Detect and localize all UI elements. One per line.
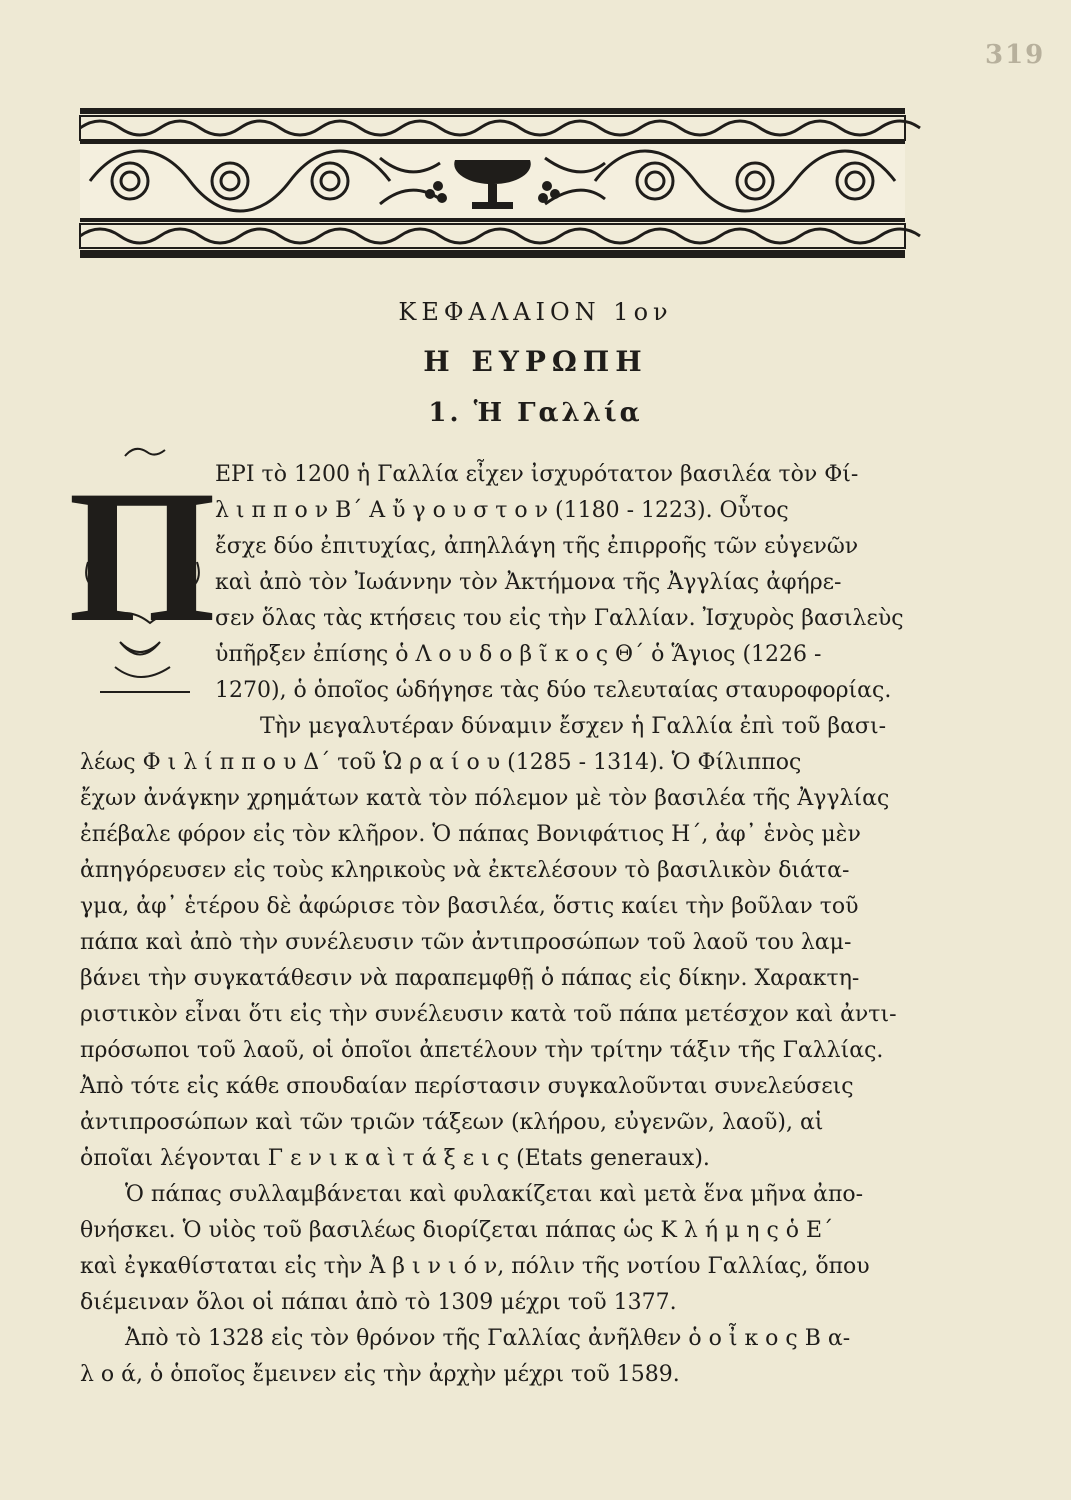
- drop-cap-letter: Π: [68, 452, 216, 662]
- text-line: διέμειναν ὅλοι οἱ πάπαι ἀπὸ τὸ 1309 μέχρι τοῦ 1377.: [80, 1290, 677, 1315]
- text-line: λ ι π π ο ν Β΄ Α ὔ γ ο υ σ τ ο ν (1180 - 1223). Οὗτος: [215, 498, 789, 523]
- text-line: γμα, ἀφ᾽ ἑτέρου δὲ ἀφώρισε τὸν βασιλέα, ὅστις καίει τὴν βοῦλαν τοῦ: [80, 894, 859, 919]
- text-line: ἀπηγόρευσεν εἰς τοὺς κληρικοὺς νὰ ἐκτελέσουν τὸ βασιλικὸν διάτα-: [80, 858, 850, 883]
- text-line: 1270), ὁ ὁποῖος ὡδήγησε τὰς δύο τελευταίας σταυροφορίας.: [215, 678, 892, 703]
- text-line: ΕΡΙ τὸ 1200 ἡ Γαλλία εἶχεν ἰσχυρότατον βασιλέα τὸν Φί-: [215, 462, 859, 487]
- text-line: Τὴν μεγαλυτέραν δύναμιν ἔσχεν ἡ Γαλλία ἐπὶ τοῦ βασι-: [260, 714, 887, 739]
- ornamental-headpiece: [80, 108, 905, 258]
- text-line: ἐπέβαλε φόρον εἰς τὸν κλῆρον. Ὁ πάπας Βονιφάτιος Η΄, ἀφ᾽ ἑνὸς μὲν: [80, 822, 861, 847]
- chapter-heading: ΚΕΦΑΛΑΙΟΝ 1ον: [398, 298, 673, 326]
- text-line: πάπα καὶ ἀπὸ τὴν συνέλευσιν τῶν ἀντιπροσώπων τοῦ λαοῦ του λαμ-: [80, 930, 852, 955]
- text-line: θνήσκει. Ὁ υἱὸς τοῦ βασιλέως διορίζεται πάπας ὡς Κ λ ή μ η ς ὁ Ε΄: [80, 1218, 834, 1243]
- drop-cap-ornament: [68, 442, 216, 702]
- text-line: ἔσχε δύο ἐπιτυχίας, ἀπηλλάγη τῆς ἐπιρροῆς τῶν εὐγενῶν: [215, 534, 859, 559]
- part-title: Η ΕΥΡΩΠΗ: [423, 345, 648, 378]
- text-line: καὶ ἐγκαθίσταται εἰς τὴν Ἀ β ι ν ι ό ν, πόλιν τῆς νοτίου Γαλλίας, ὅπου: [80, 1254, 870, 1279]
- text-line: λ ο ά, ὁ ὁποῖος ἔμεινεν εἰς τὴν ἀρχὴν μέχρι τοῦ 1589.: [80, 1362, 680, 1387]
- text-line: Ὁ πάπας συλλαμβάνεται καὶ φυλακίζεται καὶ μετὰ ἕνα μῆνα ἀπο-: [125, 1182, 864, 1207]
- text-line: πρόσωποι τοῦ λαοῦ, οἱ ὁποῖοι ἀπετέλουν τὴν τρίτην τάξιν τῆς Γαλλίας.: [80, 1038, 884, 1063]
- page-number: 319: [985, 40, 1046, 70]
- text-line: Ἀπὸ τὸ 1328 εἰς τὸν θρόνον τῆς Γαλλίας ἀνῆλθεν ὁ ο ἶ κ ο ς Β α-: [125, 1326, 851, 1351]
- text-line: λέως Φ ι λ ί π π ο υ Δ΄ τοῦ Ὡ ρ α ί ο υ (1285 - 1314). Ὁ Φίλιππος: [80, 750, 802, 775]
- text-line: ὁποῖαι λέγονται Γ ε ν ι κ α ὶ τ ά ξ ε ι ς (Etats generaux).: [80, 1146, 710, 1171]
- section-title: 1. Ἡ Γαλλία: [428, 398, 643, 428]
- text-line: σεν ὅλας τὰς κτήσεις του εἰς τὴν Γαλλίαν. Ἰσχυρὸς βασιλεὺς: [215, 606, 904, 631]
- text-line: Ἀπὸ τότε εἰς κάθε σπουδαίαν περίστασιν συγκαλοῦνται συνελεύσεις: [80, 1074, 854, 1099]
- text-line: ἔχων ἀνάγκην χρημάτων κατὰ τὸν πόλεμον μὲ τὸν βασιλέα τῆς Ἀγγλίας: [80, 786, 890, 811]
- text-line: καὶ ἀπὸ τὸν Ἰωάννην τὸν Ἀκτήμονα τῆς Ἀγγλίας ἀφήρε-: [215, 570, 842, 595]
- text-line: βάνει τὴν συγκατάθεσιν νὰ παραπεμφθῇ ὁ πάπας εἰς δίκην. Χαρακτη-: [80, 966, 860, 991]
- text-line: ἀντιπροσώπων καὶ τῶν τριῶν τάξεων (κλήρου, εὐγενῶν, λαοῦ), αἱ: [80, 1110, 824, 1135]
- text-line: ὑπῆρξεν ἐπίσης ὁ Λ ο υ δ ο β ῖ κ ο ς Θ΄ ὁ Ἅγιος (1226 -: [215, 642, 822, 667]
- text-line: ριστικὸν εἶναι ὅτι εἰς τὴν συνέλευσιν κατὰ τοῦ πάπα μετέσχον καὶ ἀντι-: [80, 1002, 897, 1027]
